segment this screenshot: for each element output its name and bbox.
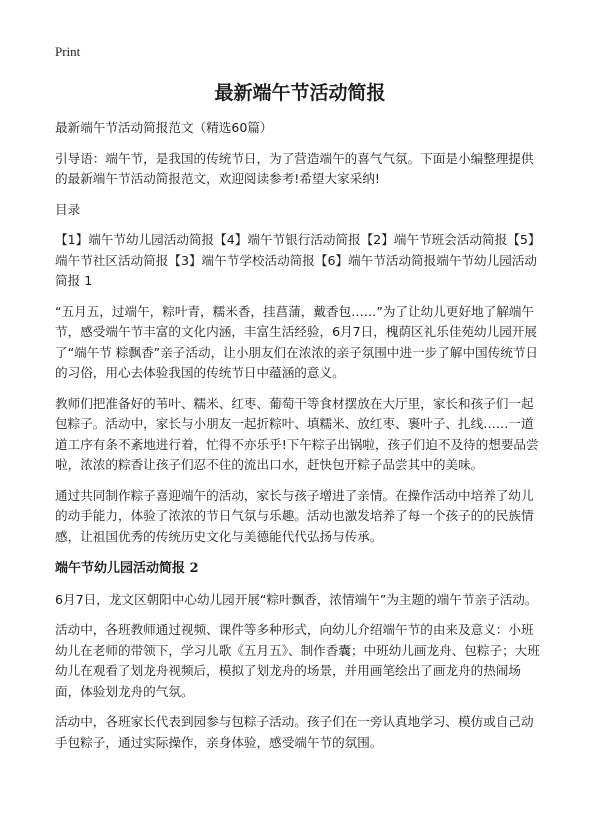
toc-list[interactable]: 【1】端午节幼儿园活动简报【4】端午节银行活动简报【2】端午节班会活动简报【5】端午节社区活动简报【3】端午节学校活动简报【6】端午节活动简报端午节幼儿园活动简报 1: [55, 232, 541, 288]
print-link[interactable]: Print: [55, 44, 81, 59]
body-paragraph-3: 通过共同制作粽子喜迎端午的活动，家长与孩子增进了亲情。在操作活动中培养了幼儿的动手能力，体验了浓浓的节日气氛与乐趣。活动也激发培养了每一个孩子的的民族情感，让祖国优秀的传统历史文化与美德能代代弘扬与传承。: [55, 487, 534, 544]
body-paragraph-6: 活动中，各班家长代表到园参与包粽子活动。孩子们在一旁认真地学习、模仿或自己动手包粽子，通过实际操作，亲身体验，感受端午节的氛围。: [55, 714, 534, 750]
intro-paragraph: 引导语：端午节，是我国的传统节日，为了营造端午的喜气气氛。下面是小编整理提供的最新端午节活动简报范文，欢迎阅读参考!希望大家采纳!: [55, 150, 534, 186]
toc-heading: 目录: [55, 201, 81, 217]
body-paragraph-4: 6月7日，龙文区朝阳中心幼儿园开展“粽叶飘香，浓情端午”为主题的端午节亲子活动。: [55, 591, 538, 607]
body-paragraph-2: 教师们把准备好的苇叶、糯米、红枣、葡萄干等食材摆放在大厅里，家长和孩子们一起包粽子。活动中，家长与小朋友一起折粽叶、填糯米、放红枣、裹叶子、扎线……一道道工序有条不紊地进行着，忙得不亦乐乎!下午粽子出锅啦，孩子们迫不及待的想要品尝啦，浓浓的粽香让孩子们忍不住的流出口水，赶快包开粽子品尝其中的美味。: [55, 395, 539, 472]
body-paragraph-5: 活动中，各班教师通过视频、课件等多种形式，向幼儿介绍端午节的由来及意义：小班幼儿在老师的带领下，学习儿歌《五月五》、制作香囊；中班幼儿画龙舟、包粽子；大班幼儿在观看了划龙舟视频后，模拟了划龙舟的场景，并用画笔绘出了画龙舟的热闹场面，体验划龙舟的气氛。: [55, 622, 540, 699]
section-heading-2: 端午节幼儿园活动简报 2: [55, 561, 199, 576]
body-paragraph-1: “五月五，过端午，粽叶青，糯米香，挂菖蒲，戴香包……”为了让幼儿更好地了解端午节，感受端午节丰富的文化内涵，丰富生活经验，6月7日，槐荫区礼乐佳苑幼儿园开展了“端午节 粽飘香”亲子活动，让小朋友们在浓浓的亲子氛围中进一步了解中国传统节日的习俗，用心去体验我国的传统节日中蕴涵的意义。: [55, 303, 539, 380]
document-title: 最新端午节活动简报: [214, 82, 386, 104]
document-body: [55, 118, 545, 763]
document-subtitle: 最新端午节活动简报范文（精选60篇）: [55, 120, 273, 135]
